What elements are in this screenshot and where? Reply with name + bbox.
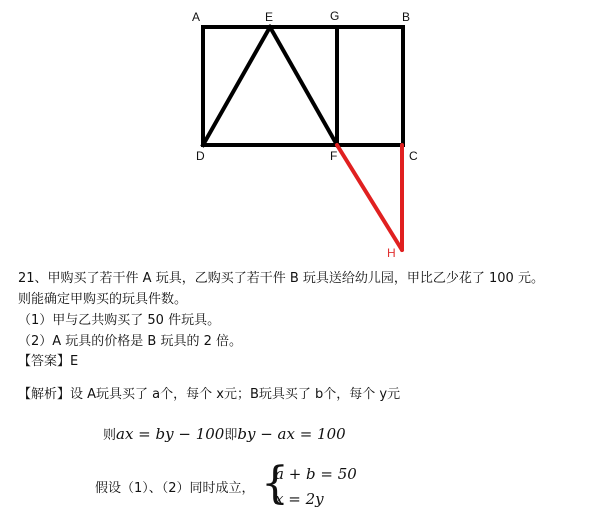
equation-1: ax = by − 100 bbox=[116, 425, 225, 443]
analysis-intro-line bbox=[18, 386, 400, 404]
segment-ed bbox=[203, 27, 270, 145]
condition-2: （2）A 玩具的价格是 B 玩具的 2 倍。 bbox=[18, 334, 243, 349]
analysis-intro: 设 A玩具买了 a个，每个 x元；B玩具买了 b个，每个 y元 bbox=[70, 387, 401, 402]
answer-line bbox=[18, 353, 78, 371]
label-f: F bbox=[330, 149, 338, 163]
equation-line bbox=[103, 425, 346, 445]
answer-label: 【答案】 bbox=[18, 354, 71, 369]
system-equation-2: x = 2y bbox=[275, 490, 324, 508]
equation-connector: 即 bbox=[224, 428, 238, 443]
label-c: C bbox=[409, 149, 418, 163]
equation-prefix: 则 bbox=[103, 428, 117, 443]
label-h: H bbox=[387, 246, 396, 260]
system-brace: { bbox=[261, 458, 289, 509]
condition-1: （1）甲与乙共购买了 50 件玩具。 bbox=[18, 313, 221, 328]
label-e: E bbox=[265, 10, 274, 24]
segment-ef bbox=[270, 27, 337, 145]
label-d: D bbox=[196, 149, 205, 163]
assumption-line: 假设（1）、（2）同时成立， bbox=[95, 481, 255, 496]
label-b: B bbox=[402, 10, 411, 24]
question-line-2: 则能确定甲购买的玩具件数。 bbox=[18, 292, 188, 307]
analysis-label: 【解析】 bbox=[18, 387, 71, 402]
segment-fh bbox=[337, 145, 402, 250]
label-g: G bbox=[330, 9, 340, 23]
label-a: A bbox=[192, 10, 201, 24]
question-line-1: 21、甲购买了若干件 A 玩具，乙购买了若干件 B 玩具送给幼儿园，甲比乙少花了 100 元。 bbox=[18, 271, 544, 286]
answer-value: E bbox=[70, 354, 79, 369]
equation-2: by − ax = 100 bbox=[237, 425, 346, 443]
system-equation-1: a + b = 50 bbox=[275, 465, 357, 483]
